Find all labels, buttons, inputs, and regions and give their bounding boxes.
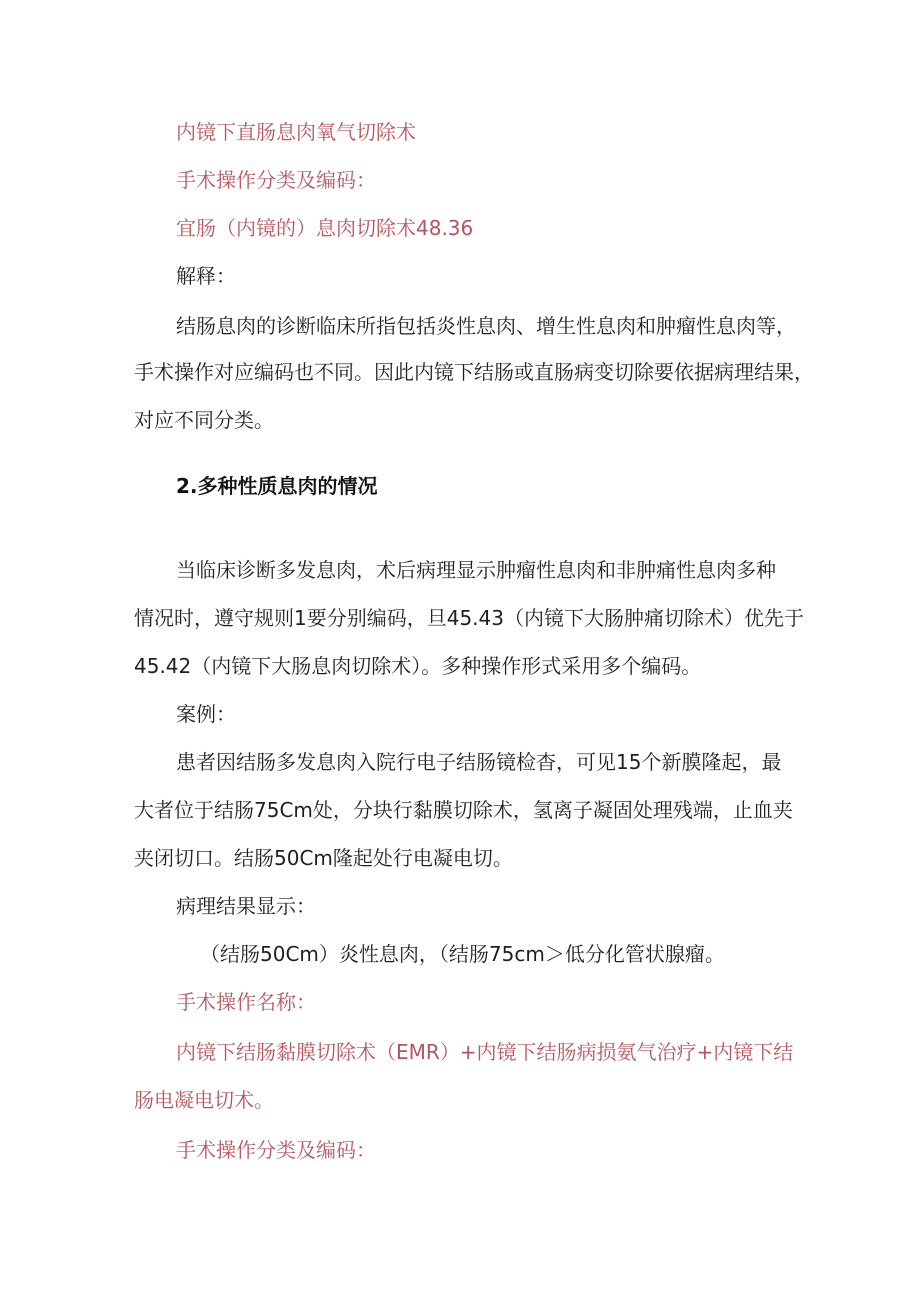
procedure-name-line-1: 内镜下结肠黏膜切除术（EMR）+内镜下结肠病损氨气治疗+内镜下结 <box>176 1040 794 1064</box>
explanation-line-1: 结肠息肉的诊断临床所指包括炎性息肉、增生性息肉和肿瘤性息肉等， <box>176 314 796 338</box>
pathology-label: 病理结果显示： <box>176 894 316 918</box>
case-line-1: 患者因结肠多发息肉入院行电子结肠镜检杳，可见15个新膜隆起，最 <box>176 750 782 774</box>
rule-line-3: 45.42（内镜下大肠息肉切除术）。多种操作形式采用多个编码。 <box>134 654 702 678</box>
explanation-label: 解释： <box>176 264 236 288</box>
explanation-line-3: 对应不同分类。 <box>134 408 274 432</box>
classification-code: 宜肠（内镜的）息肉切除术48.36 <box>176 216 474 240</box>
rule-line-2: 情况时，遵守规则1要分别编码，旦45.43（内镜下大肠肿痛切除术）优先于 <box>134 606 804 630</box>
procedure-name-line-2: 肠电凝电切术。 <box>134 1088 274 1112</box>
classification-label-2: 手术操作分类及编码： <box>176 1138 376 1162</box>
case-label: 案例： <box>176 702 236 726</box>
section-heading: 2.多种性质息肉的情况 <box>176 474 378 498</box>
explanation-line-2: 手术操作对应编码也不同。因此内镜下结肠或直肠病变切除要依据病理结果， <box>134 360 814 384</box>
rule-line-1: 当临床诊断多发息肉，术后病理显示肿瘤性息肉和非肿痛性息肉多种 <box>176 558 776 582</box>
case-line-2: 大者位于结肠75Cm处，分块行黏膜切除术，氢离子凝固处理残端，止血夹 <box>134 798 793 822</box>
case-line-3: 夹闭切口。结肠50Cm隆起处行电凝电切。 <box>134 846 513 870</box>
classification-label: 手术操作分类及编码： <box>176 168 376 192</box>
pathology-result: （结肠50Cm）炎性息肉，（结肠75cm＞低分化管状腺瘤。 <box>200 942 725 966</box>
procedure-name-label: 手术操作名称： <box>176 990 316 1014</box>
procedure-title: 内镜下直肠息肉氧气切除术 <box>176 120 416 144</box>
